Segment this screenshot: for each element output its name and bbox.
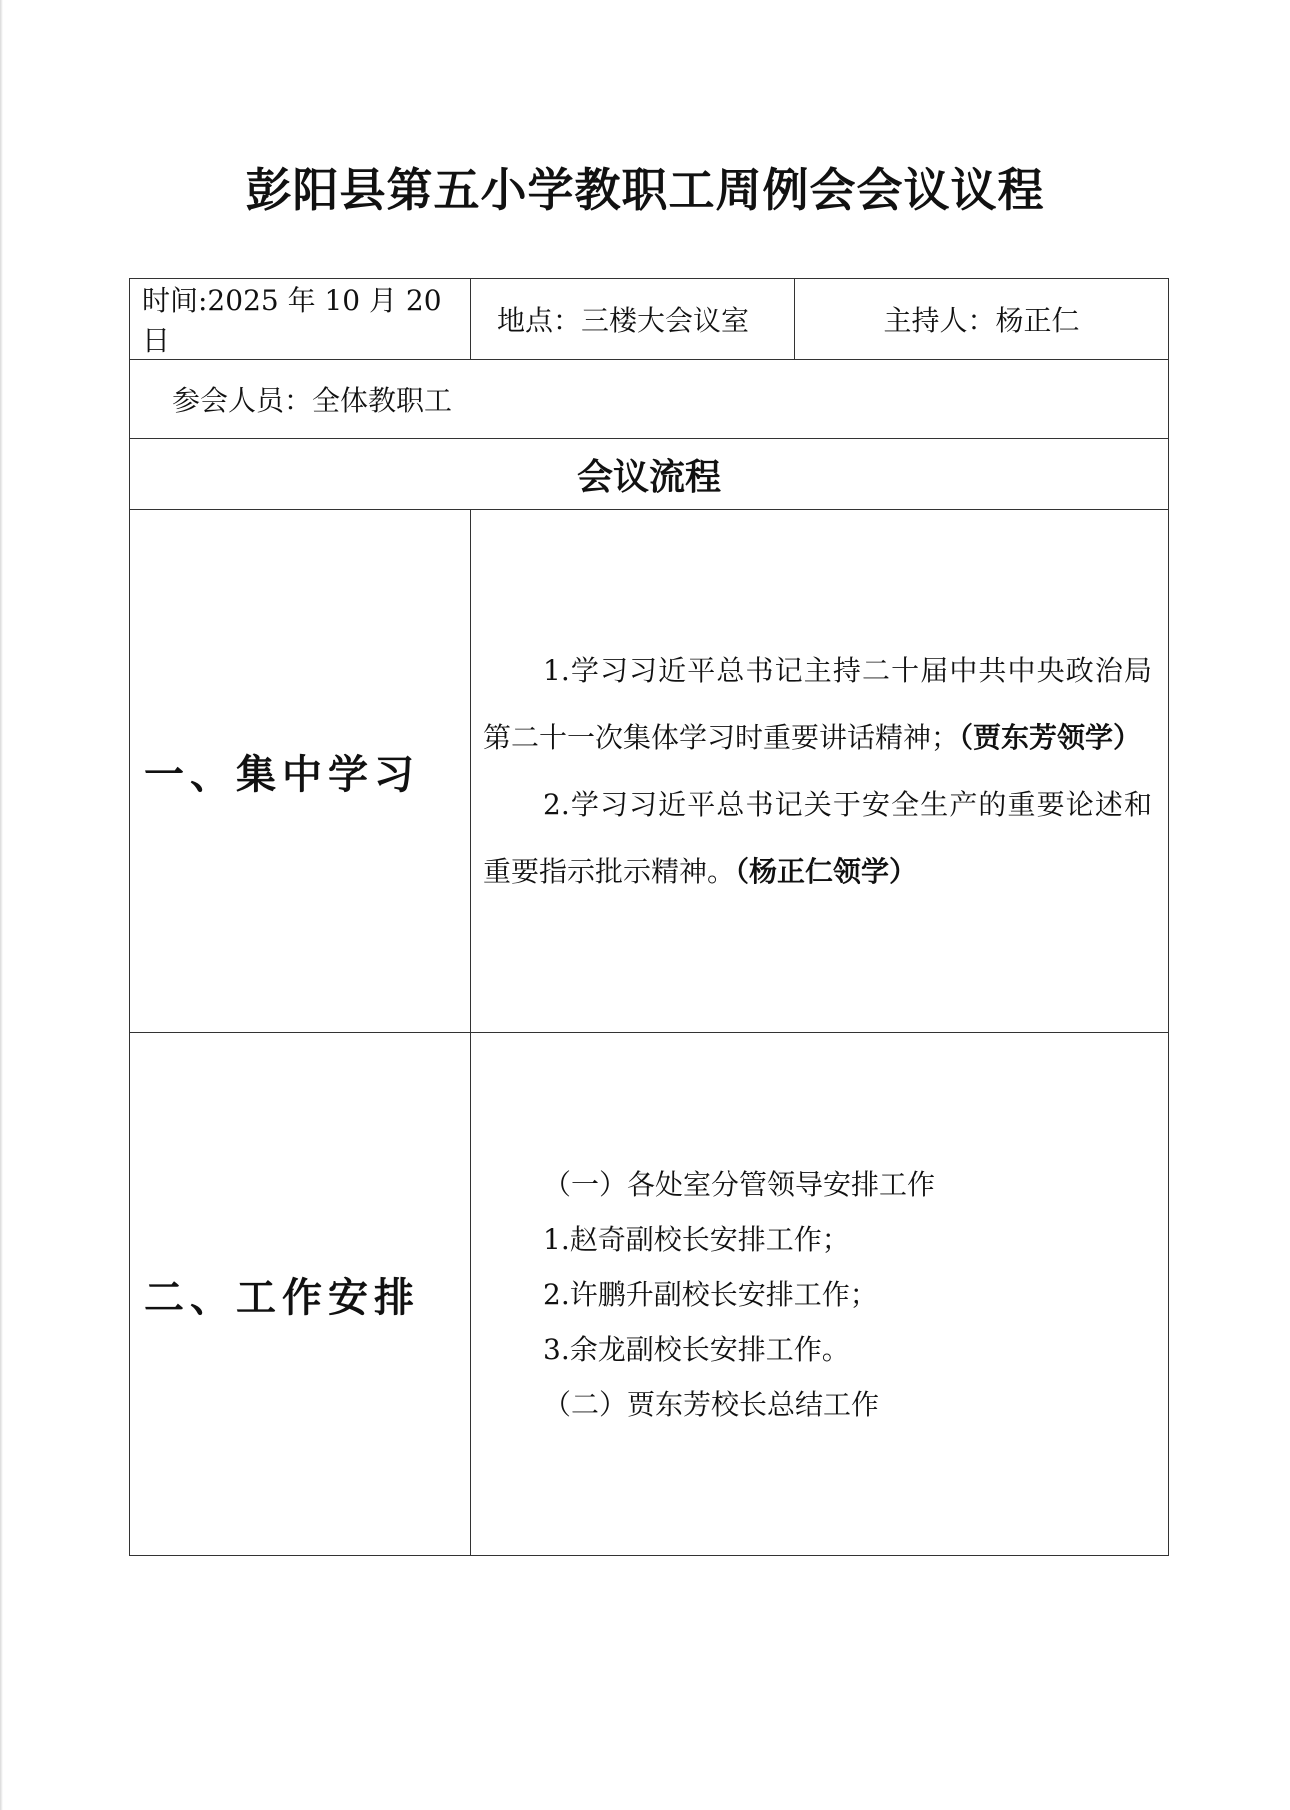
study-item-1-text: 1.学习习近平总书记主持二十届中共中央政治局第二十一次集体学习时重要讲话精神； bbox=[483, 654, 1152, 754]
work-line-3: 2.许鹏升副校长安排工作； bbox=[543, 1277, 878, 1311]
study-item-1-lead: （贾东芳领学） bbox=[959, 721, 1142, 754]
meeting-host: 主持人：杨正仁 bbox=[795, 279, 1169, 360]
meeting-info-row bbox=[130, 279, 1169, 360]
study-item-2-lead: （杨正仁领学） bbox=[735, 855, 918, 888]
work-section-content bbox=[471, 1033, 1169, 1556]
work-section-title: 二、工作安排 bbox=[130, 1033, 471, 1556]
flow-header-row bbox=[130, 439, 1169, 510]
study-section-title: 一、集中学习 bbox=[130, 510, 471, 1033]
agenda-table bbox=[129, 278, 1169, 1556]
work-line-4: 3.余龙副校长安排工作。 bbox=[543, 1332, 850, 1366]
study-section-row bbox=[130, 510, 1169, 1033]
page-edge-shadow bbox=[0, 0, 3, 1810]
study-item-1 bbox=[483, 637, 1152, 771]
work-line-5: （二）贾东芳校长总结工作 bbox=[543, 1387, 880, 1421]
study-item-2-text: 2.学习习近平总书记关于安全生产的重要论述和重要指示批示精神。 bbox=[483, 788, 1152, 888]
meeting-time: 时间:2025 年 10 月 20 日 bbox=[130, 279, 471, 360]
study-section-content bbox=[471, 510, 1169, 1033]
attendees: 参会人员：全体教职工 bbox=[130, 360, 1169, 439]
document-title: 彭阳县第五小学教职工周例会会议议程 bbox=[245, 163, 1045, 217]
study-item-2 bbox=[483, 771, 1152, 905]
flow-header: 会议流程 bbox=[130, 439, 1169, 510]
work-section-row bbox=[130, 1033, 1169, 1556]
attendees-row bbox=[130, 360, 1169, 439]
work-line-1: （一）各处室分管领导安排工作 bbox=[543, 1167, 936, 1201]
work-line-2: 1.赵奇副校长安排工作； bbox=[543, 1222, 850, 1256]
meeting-place: 地点：三楼大会议室 bbox=[471, 279, 795, 360]
